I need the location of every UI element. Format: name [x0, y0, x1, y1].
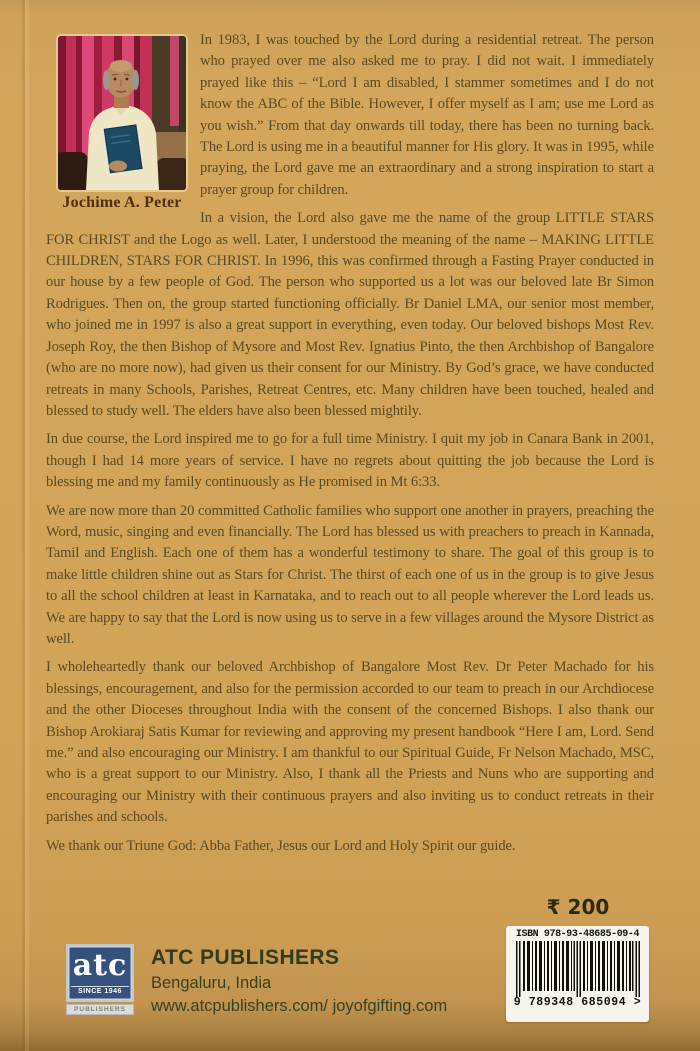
isbn-label: ISBN 978-93-48685-09-4 — [515, 929, 640, 940]
bio-paragraph-6: We thank our Triune God: Abba Father, Jesus our Lord and Holy Spirit our guide. — [46, 837, 516, 854]
bio-paragraph-3: In due course, the Lord inspired me to go for a full time Ministry. I quit my job in Canara Bank in 2001, though I had 14 more years of service. I have no regrets about quitting the job because the Lord is blessing me and my family continuously as He promised in Mt 6:33. — [46, 431, 654, 491]
atc-logo — [66, 944, 134, 1015]
publisher-text — [151, 944, 447, 1016]
publisher-location: Bengaluru, India — [151, 974, 272, 992]
price-label: ₹ 200 — [546, 895, 610, 919]
bio-paragraph-4: We are now more than 20 committed Catholic families who support one another in prayers, preaching the Word, music, singing and even financially. The Lord has blessed us with preachers to preach in Kannada, Tamil and English. Each one of them has a wonderful testimony to share. The goal of this group is to make little children shine out as Stars for Christ. The thirst of each one of us in the group is to give Jesus to all the school children at least in Karnataka, and to reach out to all people wherever the Lord leads us. We are happy to say that the Lord is now using us to serve in a few villages around the Mysore District as well. — [46, 502, 654, 647]
publisher-website: www.atcpublishers.com/ joyofgifting.com — [151, 997, 448, 1015]
spine-highlight — [25, 0, 29, 1051]
publisher-block — [66, 944, 447, 1016]
author-photo — [58, 36, 186, 190]
publisher-name: ATC PUBLISHERS — [151, 946, 340, 969]
barcode-bars-icon — [514, 941, 642, 999]
bio-paragraph-5: I wholeheartedly thank our beloved Archbishop of Bangalore Most Rev. Dr Peter Machado for his blessings, encouragement, and also for the permission accorded to our team to preach in our Archdiocese and the other Dioceses throughout India with the consent of the concerned Bishops. I also thank our Bishop Arokiaraj Satis Kumar for reviewing and approving my present handbook “Here I am, Lord. Send me.” and also encouraging our Ministry. I am thankful to our Spiritual Guide, Fr Nelson Machado, MSC, who is a great support to our Ministry. Also, I thank all the Priests and Nuns who are supporting and encouraging our Ministry with their continuous prayers and also inviting us to conduct retreats in their parishes and schools. — [46, 659, 654, 826]
author-photo-illustration — [58, 36, 186, 190]
cover-text-content — [46, 30, 654, 864]
bio-paragraph-2: In a vision, the Lord also gave me the name of the group LITTLE STARS FOR CHRIST and the Logo as well. Later, I understood the meaning of the name – MAKING LITTLE CHILDREN, STARS FOR CHRIST. In 1996, this was confirmed through a Fasting Prayer conducted in our house by a few people of God. The person who supported us a lot was our beloved late Br Simon Rodrigues. Then on, the group started functioning officially. Br Daniel LMA, our senior most member, who joined me in 1997 is also a great support in everything, even today. Our beloved bishops Most Rev. Joseph Roy, the then Bishop of Mysore and Most Rev. Ignatius Pinto, the then Archbishop of Bangalore (who are no more now), had given us their consent for our Ministry. By God’s grace, we have conducted retreats in many Schools, Parishes, Retreat Centres, etc. Many children have been touched, healed and blessed to study well. The elders have also been blessed mightily. — [46, 210, 654, 419]
atc-logo-square — [66, 944, 134, 1002]
author-photo-caption: Jochime A. Peter — [62, 194, 182, 211]
author-photo-block — [58, 36, 186, 212]
isbn-barcode-panel — [506, 926, 649, 1022]
bio-paragraph-1: In 1983, I was touched by the Lord during a residential retreat. The person who prayed over me also asked me to pray. I did not wait. I immediately prayed like this – “Lord I am disabled, I stammer sometimes and I do not know the ABC of the Bible. However, I offer myself as I am; use me Lord as you wish.” From that day onwards till today, there has been no turning back. The Lord is using me in a beautiful manner for His glory. It was in 1995, while praying, the Lord gave me an extraordinary and a strong inspiration to start a prayer group for children. — [200, 32, 654, 198]
barcode-digits: 9 789348 685094 > — [513, 996, 642, 1009]
atc-logo-publishers-strip: PUBLISHERS — [66, 1004, 134, 1015]
atc-logo-since: SINCE 1946 — [71, 986, 129, 995]
atc-logo-letters: atc — [72, 948, 128, 983]
